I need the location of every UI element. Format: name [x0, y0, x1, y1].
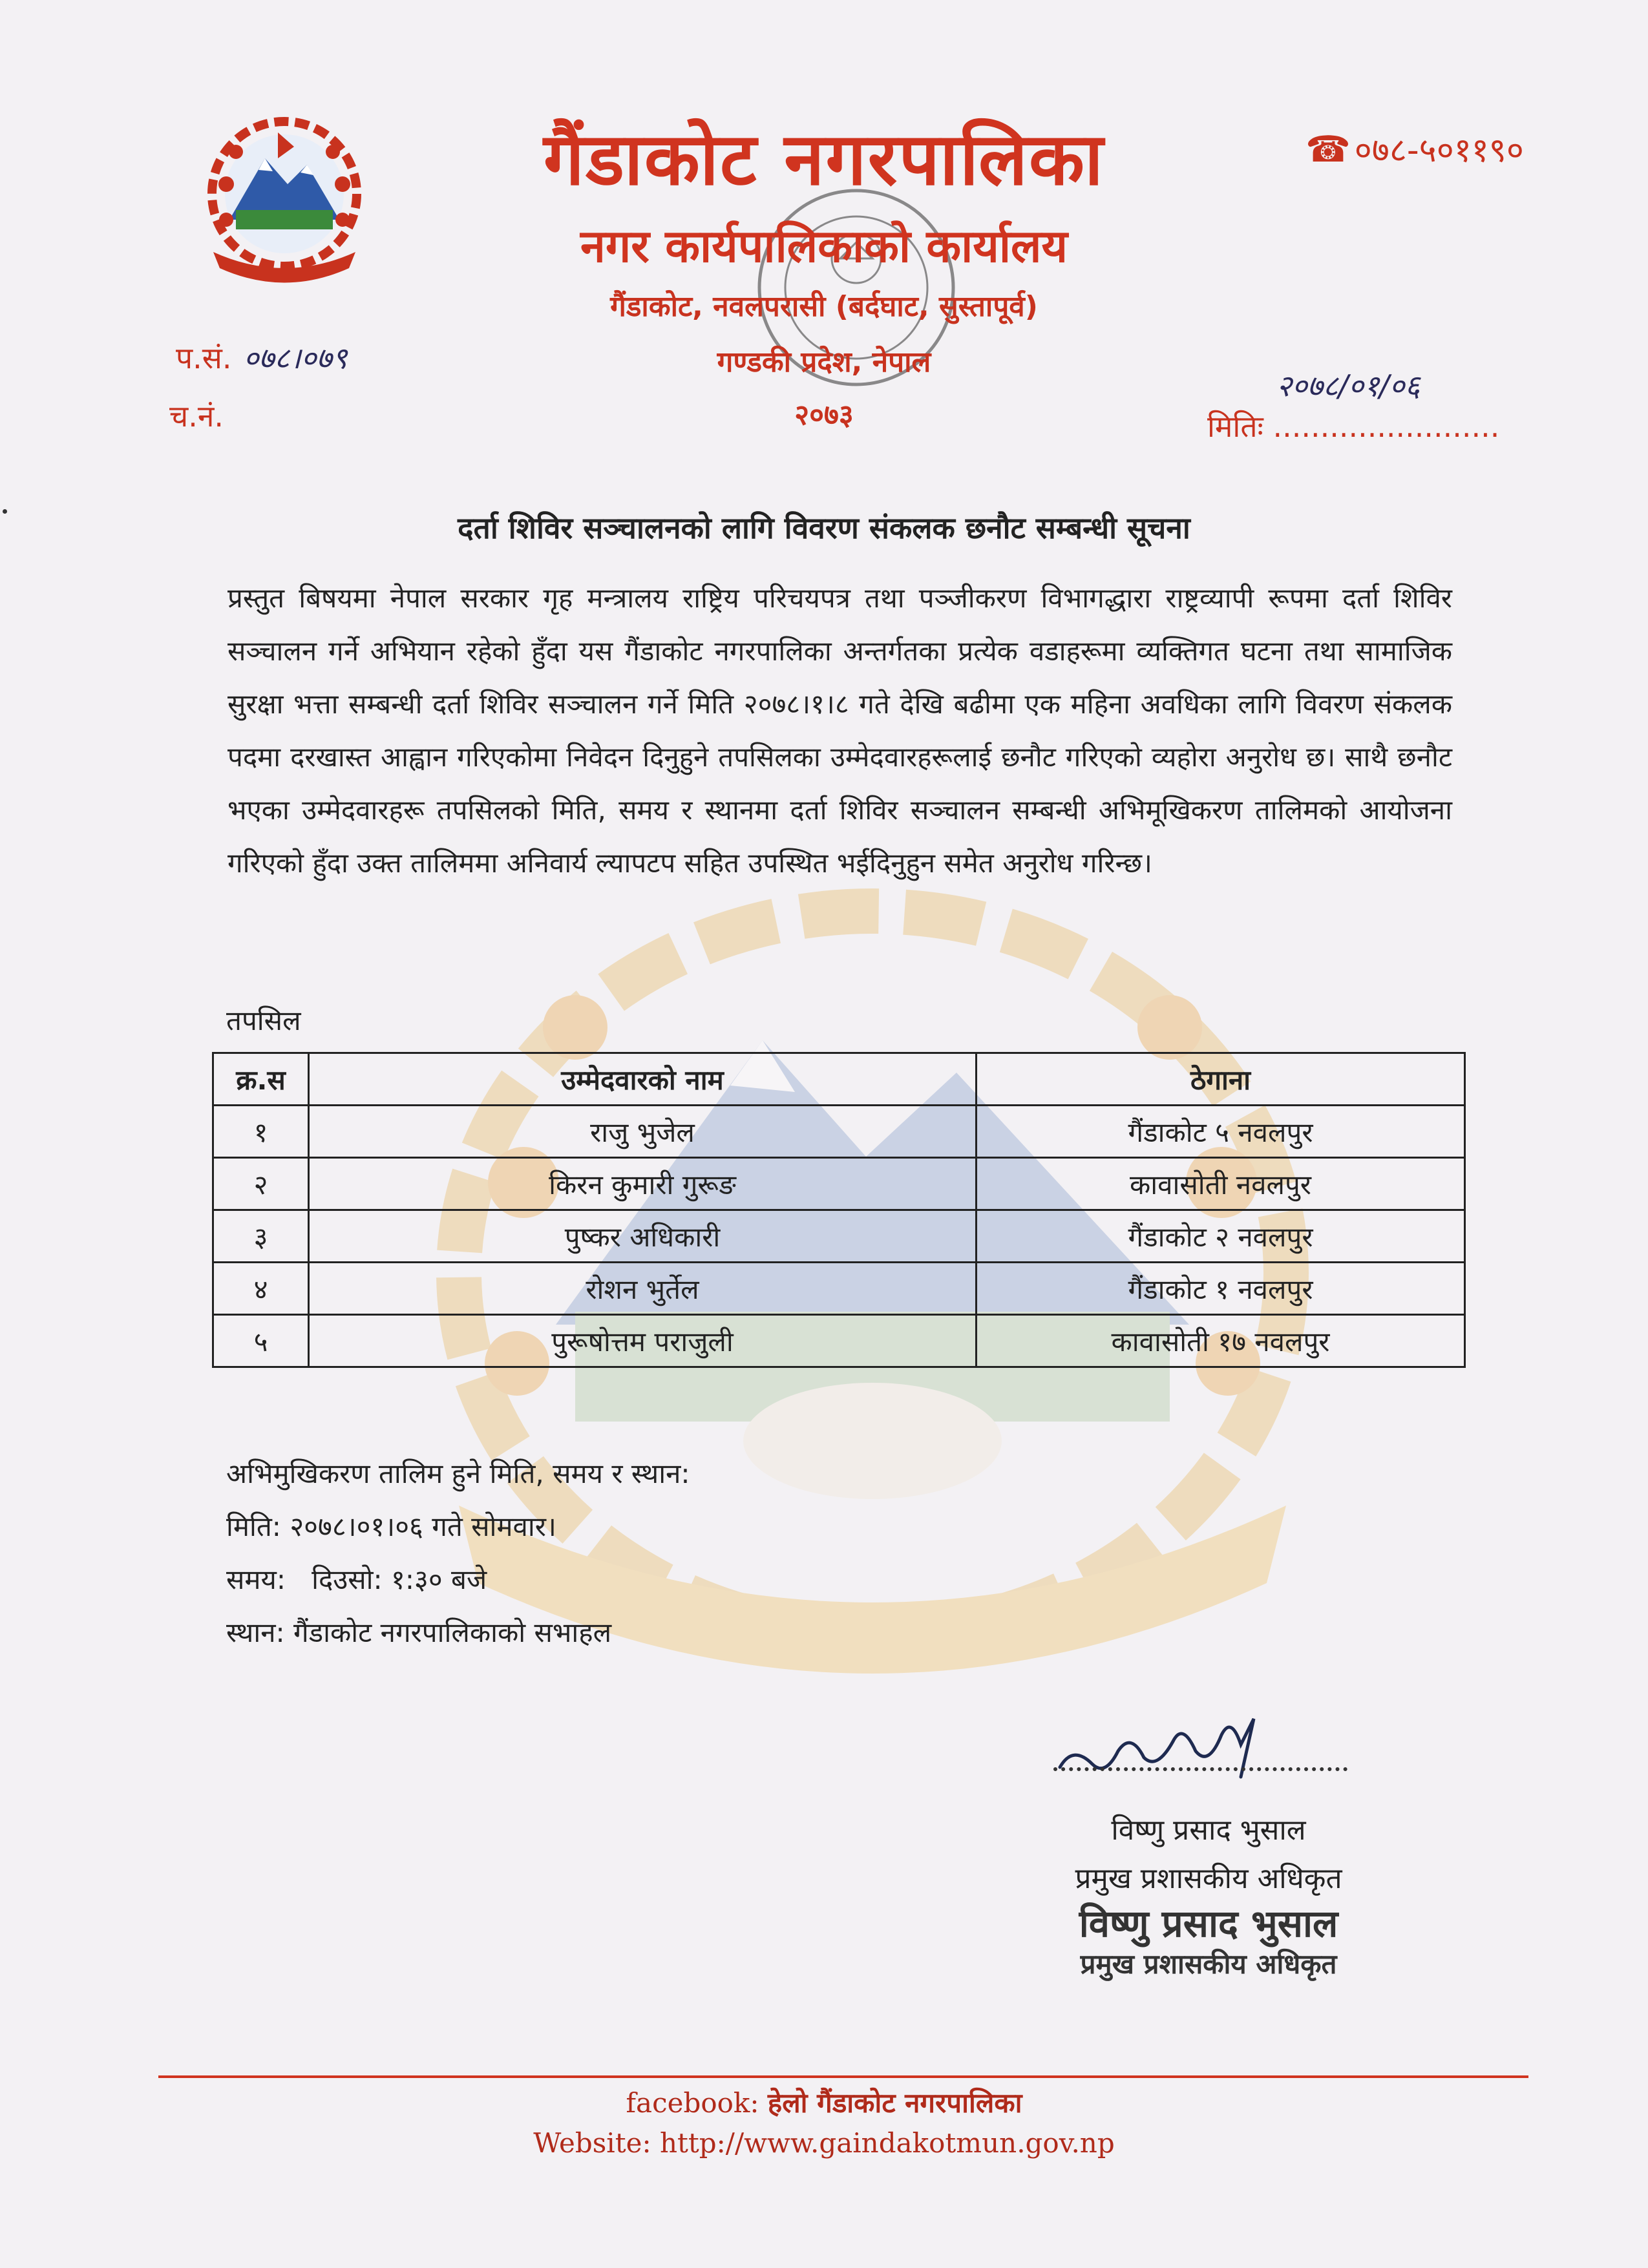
notice-body: प्रस्तुत बिषयमा नेपाल सरकार गृह मन्त्रालय राष्ट्रिय परिचयपत्र तथा पञ्जीकरण विभागद्धारा राष्ट्रव्यापी रूपमा दर्ता शिविर सञ्चालन गर्ने अभियान रहेको हुँदा यस गैंडाकोट नगरपालिका अन्तर्गतका प्रत्येक वडाहरूमा व्यक्तिगत घटना तथा सामाजिक सुरक्षा भत्ता सम्बन्धी दर्ता शिविर सञ्चालन गर्ने मिति २०७८।१।८ गते देखि बढीमा एक महिना अवधिका लागि विवरण संकलक पदमा दरखास्त आह्वान गरिएकोमा निवेदन दिनुहुने तपसिलका उम्मेदवारहरूलाई छनौट गरिएको व्यहोरा अनुरोध छ। साथै छनौट भएका उम्मेदवारहरू तपसिलको मिति, समय र स्थानमा दर्ता शिविर सञ्चालन सम्बन्धी अभिमूखिकरण तालिमको आयोजना गरिएको हुँदा उक्त तालिममा अनिवार्य ल्यापटप सहित उपस्थित भईदिनुहुन समेत अनुरोध गरिन्छ।: [227, 582, 1452, 879]
cell-sn: ४: [213, 1263, 309, 1315]
facebook-label: facebook:: [626, 2087, 759, 2119]
footer-divider: [158, 2075, 1528, 2078]
telephone-icon: ☎: [1305, 129, 1351, 171]
notice-heading: दर्ता शिविर सञ्चालनको लागि विवरण संकलक छनौट सम्बन्धी सूचना: [458, 510, 1190, 545]
table-row: [213, 1315, 1465, 1367]
cell-sn: ३: [213, 1210, 309, 1263]
orientation-time: समय: दिउसो: १:३० बजे: [226, 1564, 487, 1595]
reference-number: [176, 337, 347, 377]
signer-title: प्रमुख प्रशासकीय अधिकृत: [1075, 1862, 1342, 1895]
established-year: २०७३: [794, 399, 854, 432]
facebook-page-name: हेलो गैंडाकोट नगरपालिका: [767, 2087, 1022, 2119]
orientation-intro: अभिमुखिकरण तालिम हुने मिति, समय र स्थान:: [226, 1458, 690, 1489]
cell-sn: २: [213, 1158, 309, 1210]
cell-address: गैंडाकोट २ नवलपुर: [977, 1210, 1465, 1263]
phone-value: ०७८-५०११९०: [1354, 131, 1524, 170]
candidate-table: [212, 1052, 1466, 1368]
province-line: गण्डकी प्रदेश, नेपाल: [717, 346, 931, 379]
signer-name: विष्णु प्रसाद भुसाल: [1111, 1814, 1306, 1847]
orientation-date: मिति: २०७८।०१।०६ गते सोमवार।: [226, 1511, 556, 1542]
signature-line: [1053, 1767, 1347, 1771]
cell-address: गैंडाकोट ५ नवलपुर: [977, 1106, 1465, 1158]
office-address: गैंडाकोट, नवलपरासी (बर्दघाट, सुस्तापूर्व): [610, 290, 1038, 323]
cell-name: पुष्कर अधिकारी: [309, 1210, 977, 1263]
handwritten-signature-icon: [1047, 1706, 1305, 1783]
date-label: मितिः ........................: [1207, 409, 1500, 444]
orientation-place: स्थान: गैंडाकोट नगरपालिकाको सभाहल: [226, 1617, 612, 1648]
table-row: [213, 1263, 1465, 1315]
cell-address: गैंडाकोट १ नवलपुर: [977, 1263, 1465, 1315]
office-title: नगर कार्यपालिकाको कार्यालय: [580, 220, 1068, 273]
cell-name: राजु भुजेल: [309, 1106, 977, 1158]
cell-name: रोशन भुर्तेल: [309, 1263, 977, 1315]
reference-value: ०७८।०७९: [243, 341, 348, 375]
header-sn: क्र.स: [213, 1053, 309, 1106]
table-header-row: [213, 1053, 1465, 1106]
footer-website: Website: http://www.gaindakotmun.gov.np: [533, 2127, 1115, 2159]
cell-name: पुरूषोत्तम पराजुली: [309, 1315, 977, 1367]
table-row: [213, 1158, 1465, 1210]
header-address: ठेगाना: [977, 1053, 1465, 1106]
tapsil-label: तपसिल: [226, 1005, 301, 1036]
table-row: [213, 1106, 1465, 1158]
cell-address: कावासोती नवलपुर: [977, 1158, 1465, 1210]
orientation-details: [226, 1447, 690, 1659]
cell-sn: १: [213, 1106, 309, 1158]
table-row: [213, 1210, 1465, 1263]
footer-facebook: [0, 2084, 1648, 2121]
header-name: उम्मेदवारको नाम: [309, 1053, 977, 1106]
stamp-name: विष्णु प्रसाद भुसाल: [1079, 1902, 1338, 1946]
cell-name: किरन कुमारी गुरूङ: [309, 1158, 977, 1210]
handwritten-date: २०७८/०१/०६: [1276, 368, 1421, 403]
cell-address: कावासोती १७ नवलपुर: [977, 1315, 1465, 1367]
stamp-title: प्रमुख प्रशासकीय अधिकृत: [1080, 1948, 1337, 1980]
org-title: गैंडाकोट नगरपालिका: [543, 118, 1105, 202]
phone-number: [1305, 126, 1524, 172]
dispatch-label: च.नं.: [169, 399, 224, 434]
cell-sn: ५: [213, 1315, 309, 1367]
reference-label: प.सं.: [176, 341, 232, 375]
